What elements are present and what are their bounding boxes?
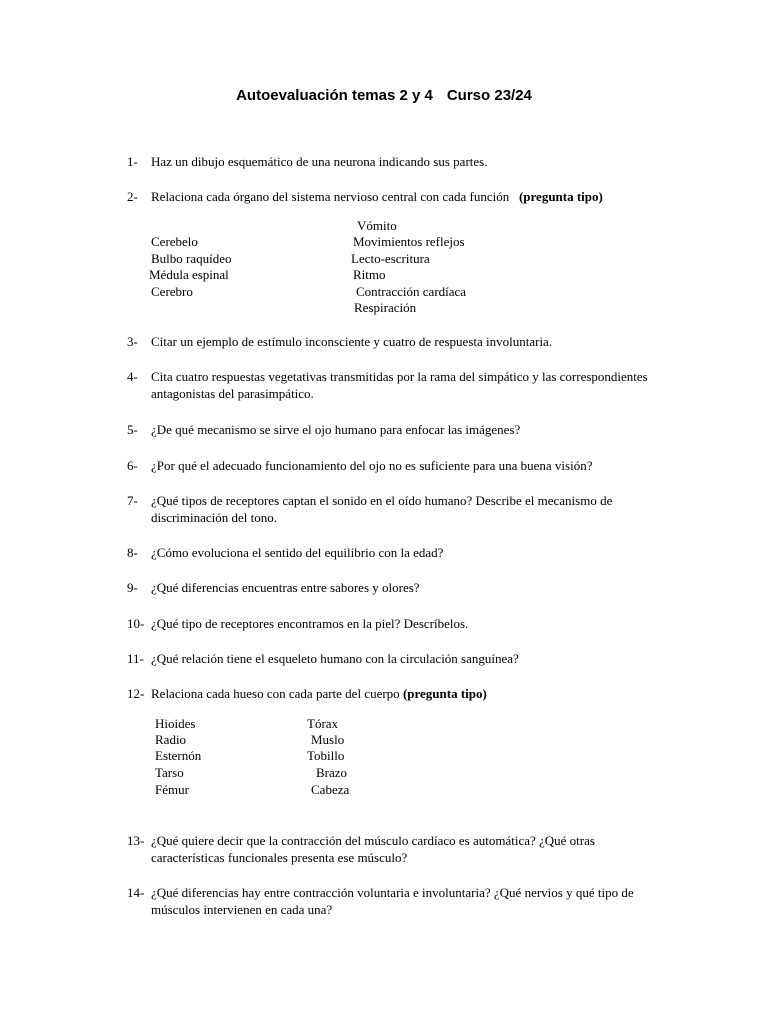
question-text: ¿Cómo evoluciona el sentido del equilibrio con la edad? bbox=[151, 545, 444, 560]
q12-bone: Fémur bbox=[155, 782, 189, 797]
q2-function: Ritmo bbox=[353, 267, 386, 282]
question-text: Haz un dibujo esquemático de una neurona indicando sus partes. bbox=[151, 154, 488, 169]
question-10 bbox=[127, 615, 667, 632]
q12-part: Tobillo bbox=[307, 748, 345, 763]
q12-part: Cabeza bbox=[311, 782, 350, 797]
q12-bone: Radio bbox=[155, 732, 187, 747]
q2-function: Lecto-escritura bbox=[351, 251, 430, 266]
question-tag: (pregunta tipo) bbox=[518, 189, 603, 204]
q12-bone: Esternón bbox=[155, 748, 202, 763]
question-number: 8- bbox=[127, 545, 138, 560]
q12-bone: Tarso bbox=[155, 765, 184, 780]
question-2 bbox=[127, 188, 687, 205]
question-6 bbox=[127, 457, 667, 474]
q2-function: Respiración bbox=[354, 300, 417, 315]
question-number: 14- bbox=[127, 885, 145, 900]
question-11 bbox=[127, 650, 667, 667]
q12-part: Brazo bbox=[316, 765, 348, 780]
question-number: 3- bbox=[127, 334, 138, 349]
question-text: ¿De qué mecanismo se sirve el ojo humano para enfocar las imágenes? bbox=[151, 422, 521, 437]
title-main: Autoevaluación temas 2 y 4 bbox=[236, 87, 433, 104]
question-number: 1- bbox=[127, 154, 138, 169]
question-text: Cita cuatro respuestas vegetativas transmitidas por la rama del simpático y las correspondientes antagonistas del parasimpático. bbox=[151, 369, 648, 401]
question-8 bbox=[127, 544, 667, 561]
question-number: 10- bbox=[127, 616, 145, 631]
question-number: 6- bbox=[127, 458, 138, 473]
question-text: Citar un ejemplo de estímulo inconsciente y cuatro de respuesta involuntaria. bbox=[151, 334, 553, 349]
q2-organ: Bulbo raquídeo bbox=[151, 251, 232, 266]
question-number: 7- bbox=[127, 493, 138, 508]
question-text: ¿Qué tipo de receptores encontramos en la piel? Descríbelos. bbox=[151, 616, 469, 631]
question-text: ¿Qué diferencias encuentras entre sabores y olores? bbox=[151, 580, 420, 595]
q2-organ: Cerebro bbox=[151, 284, 193, 299]
question-12 bbox=[127, 685, 667, 702]
question-text: ¿Qué relación tiene el esqueleto humano con la circulación sanguínea? bbox=[151, 651, 519, 666]
question-number: 12- bbox=[127, 686, 145, 701]
q2-function: Movimientos reflejos bbox=[353, 234, 465, 249]
q12-part: Tórax bbox=[307, 716, 339, 731]
page-title bbox=[0, 87, 768, 104]
question-9 bbox=[127, 579, 667, 596]
question-text: ¿Qué tipos de receptores captan el sonido en el oído humano? Describe el mecanismo de discriminación del tono. bbox=[151, 493, 613, 525]
title-course: Curso 23/24 bbox=[446, 87, 532, 104]
question-5 bbox=[127, 421, 667, 438]
q2-function: Contracción cardíaca bbox=[356, 284, 467, 299]
q2-function: Vómito bbox=[357, 218, 397, 233]
question-number: 5- bbox=[127, 422, 138, 437]
q2-organ: Cerebelo bbox=[151, 234, 198, 249]
question-text: ¿Qué quiere decir que la contracción del músculo cardíaco es automática? ¿Qué otras características funcionales presenta ese músculo? bbox=[151, 833, 595, 865]
question-tag: (pregunta tipo) bbox=[402, 686, 487, 701]
question-text: Relaciona cada órgano del sistema nervioso central con cada función bbox=[151, 189, 510, 204]
question-number: 13- bbox=[127, 833, 145, 848]
question-4 bbox=[127, 368, 667, 402]
question-14 bbox=[127, 884, 667, 918]
question-7 bbox=[127, 492, 667, 526]
question-number: 9- bbox=[127, 580, 138, 595]
question-text: ¿Qué diferencias hay entre contracción voluntaria e involuntaria? ¿Qué nervios y qué tipo de músculos intervienen en cada una? bbox=[151, 885, 634, 917]
q12-bone: Hioides bbox=[155, 716, 196, 731]
q12-part: Muslo bbox=[311, 732, 345, 747]
question-text: ¿Por qué el adecuado funcionamiento del ojo no es suficiente para una buena visión? bbox=[151, 458, 593, 473]
question-13 bbox=[127, 832, 667, 866]
question-number: 11- bbox=[127, 651, 144, 666]
question-3 bbox=[127, 333, 667, 350]
question-number: 4- bbox=[127, 369, 138, 384]
question-number: 2- bbox=[127, 189, 138, 204]
question-text: Relaciona cada hueso con cada parte del cuerpo bbox=[151, 686, 400, 701]
question-1 bbox=[127, 153, 667, 170]
q2-organ: Médula espinal bbox=[149, 267, 229, 282]
